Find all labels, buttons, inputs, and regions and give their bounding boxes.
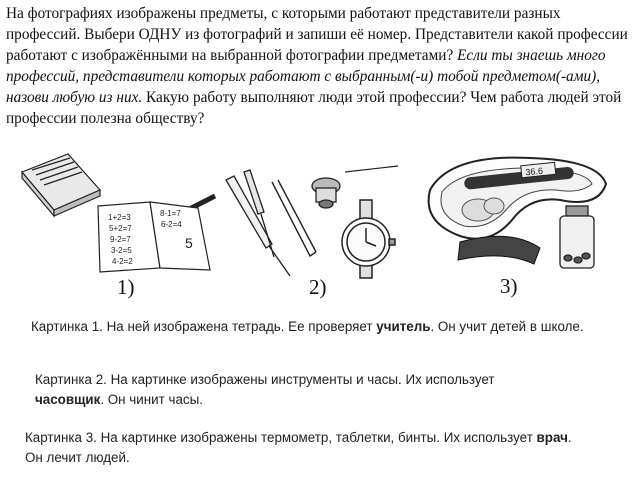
thermometer-reading: 36.6 [524, 165, 544, 178]
task-text [6, 3, 636, 129]
answer-text: Картинка 2. На картинке изображены инструменты и часы. Их использует [35, 372, 495, 387]
picture-label-3: 3) [500, 274, 518, 298]
notebook-line: 8-1=7 [160, 209, 181, 218]
task-italic: Если ты знаешь много профессий, представители которых работают с выбранным(-и) тобой предметом(-ами), назови любую из них. [6, 47, 606, 106]
notebook-line: 1+2=3 [108, 213, 131, 222]
notebook-line: 6-2=4 [161, 220, 182, 229]
answer-profession: врач [536, 430, 568, 445]
answer-1 [31, 317, 591, 337]
notebook-grade: 5 [185, 235, 193, 251]
task-part1: На фотографиях изображены предметы, с которыми работают представители разных профессий. Выбери ОДНУ из фотографий и запиши её номер. Представители какой профессии работают с изображёнными на выбранной фотографии предметами? [6, 5, 628, 64]
picture-label-2: 2) [309, 275, 327, 299]
wristwatch-icon [342, 200, 395, 278]
notebook-line: 4-2=2 [112, 257, 133, 266]
answer-text: . Он чинит часы. [100, 392, 203, 407]
notebook-line: 3-2=5 [111, 246, 132, 255]
wire-tool-icon [345, 166, 398, 172]
answer-text: . Он лечит людей. [25, 430, 572, 465]
answer-text: . Он учит детей в школе. [430, 319, 584, 334]
watch-tools-picture [220, 152, 415, 280]
answer-text: Картинка 1. На ней изображена тетрадь. Ее проверяет [31, 319, 377, 334]
answer-profession: часовщик [35, 392, 101, 407]
picture-label-1: 1) [117, 275, 135, 299]
loupe-icon [312, 178, 340, 208]
open-notebook-icon [98, 202, 210, 272]
bandage-roll-icon [458, 236, 540, 264]
tweezers-icon [272, 180, 316, 256]
answer-2 [35, 370, 525, 410]
notebook-stack-icon [22, 154, 100, 216]
notebook-line: 9-2=7 [110, 235, 131, 244]
task-part2: Какую работу выполняют люди этой профессии? Чем работа людей этой профессии полезна обществу? [6, 89, 622, 127]
notebook-picture [10, 150, 225, 280]
notebook-line: 5+2=7 [109, 224, 132, 233]
medical-picture [420, 150, 620, 280]
pill-bottle-icon [560, 206, 594, 268]
pictures-area [0, 150, 640, 300]
answer-text: Картинка 3. На картинке изображены термометр, таблетки, бинты. Их использует [25, 430, 537, 445]
answer-profession: учитель [376, 319, 431, 334]
answer-3 [25, 428, 585, 468]
